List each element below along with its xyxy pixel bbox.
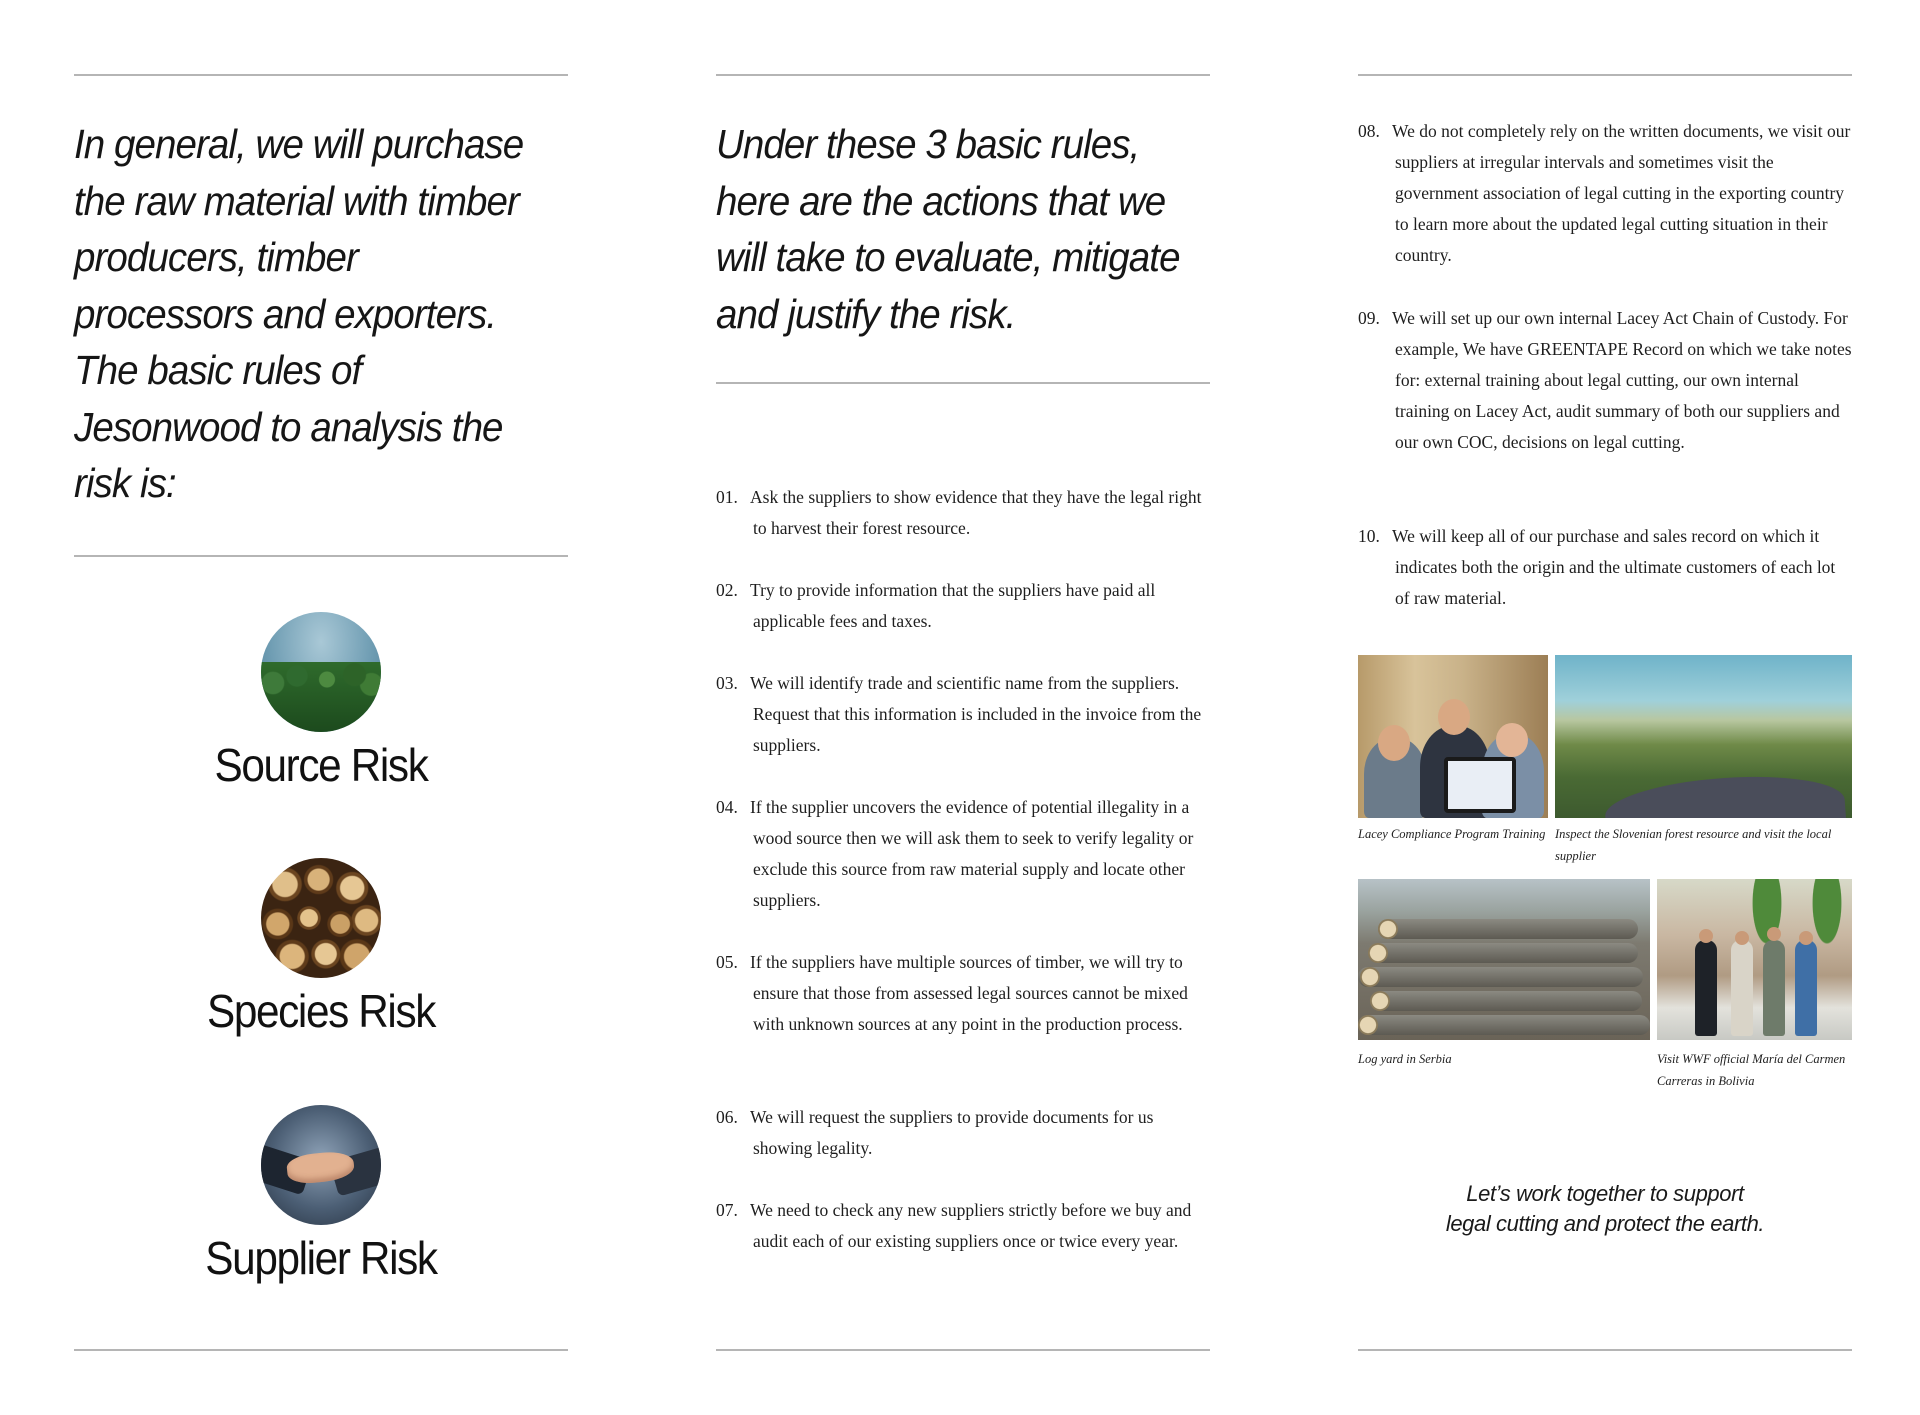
logs-icon [261, 858, 381, 978]
right-panel [1358, 0, 1852, 1415]
bottom-divider [74, 1349, 568, 1351]
action-item: 08. We do not completely rely on the written documents, we visit our suppliers at irregular intervals and sometimes visit the government association of legal cutting in the exporting country to learn more about the updated legal cutting situation in their country. [1358, 121, 1851, 265]
heading-divider [74, 555, 568, 557]
top-divider [74, 74, 568, 76]
photo-caption: Log yard in Serbia [1358, 1052, 1452, 1066]
action-item: 02. Try to provide information that the suppliers have paid all applicable fees and taxes. [716, 580, 1156, 631]
action-item: 04. If the supplier uncovers the evidence of potential illegality in a wood source then we will ask them to seek to verify legality or exclude this source from raw material supply and locate other suppliers. [716, 797, 1194, 910]
top-divider [1358, 74, 1852, 76]
risk-item-source [74, 612, 568, 792]
training-photo [1358, 655, 1548, 818]
risk-item-supplier [74, 1105, 568, 1285]
action-item: 05. If the suppliers have multiple sources of timber, we will try to ensure that those from assessed legal sources cannot be mixed with unknown sources at any point in the production process. [716, 952, 1188, 1034]
risk-item-species [74, 858, 568, 1038]
photo-caption: Visit WWF official María del Carmen Carreras in Bolivia [1657, 1052, 1846, 1088]
bottom-divider [1358, 1349, 1852, 1351]
heading-divider [716, 382, 1210, 384]
photo-caption: Inspect the Slovenian forest resource and visit the local supplier [1555, 827, 1832, 863]
risk-label-supplier: Supplier Risk [205, 1232, 437, 1284]
action-item: 09. We will set up our own internal Lacey Act Chain of Custody. For example, We have GREENTAPE Record on which we take notes for: external training about legal cutting, our own internal training on Lacey Act, audit summary of both our suppliers and our own COC, decisions on legal cutting. [1358, 308, 1852, 452]
action-item: 10. We will keep all of our purchase and sales record on which it indicates both the origin and the ultimate customers of each lot of raw material. [1358, 526, 1836, 608]
serbia-log-yard-photo [1358, 879, 1650, 1040]
risk-label-source: Source Risk [214, 739, 428, 791]
left-heading: In general, we will purchase the raw material with timber producers, timber processors and exporters. The basic rules of Jesonwood to analysis the risk is: [74, 121, 524, 506]
closing-line-2: legal cutting and protect the earth. [1445, 1211, 1765, 1236]
closing-message [1358, 1179, 1852, 1239]
photo-caption: Lacey Compliance Program Training [1358, 827, 1546, 841]
bottom-divider [716, 1349, 1210, 1351]
middle-heading: Under these 3 basic rules, here are the actions that we will take to evaluate, mitigate and justify the risk. [716, 121, 1180, 337]
bolivia-visit-photo [1657, 879, 1852, 1040]
action-item: 01. Ask the suppliers to show evidence that they have the legal right to harvest their forest resource. [716, 487, 1202, 538]
action-item: 06. We will request the suppliers to provide documents for us showing legality. [716, 1107, 1154, 1158]
left-panel [74, 0, 568, 1415]
closing-line-1: Let’s work together to support [1466, 1181, 1744, 1206]
forest-icon [261, 612, 381, 732]
handshake-icon [261, 1105, 381, 1225]
risk-label-species: Species Risk [206, 985, 436, 1037]
slovenia-forest-photo [1555, 655, 1852, 818]
action-item: 03. We will identify trade and scientific name from the suppliers. Request that this information is included in the invoice from the suppliers. [716, 673, 1202, 755]
top-divider [716, 74, 1210, 76]
middle-panel [716, 0, 1210, 1415]
action-item: 07. We need to check any new suppliers strictly before we buy and audit each of our existing suppliers once or twice every year. [716, 1200, 1192, 1251]
